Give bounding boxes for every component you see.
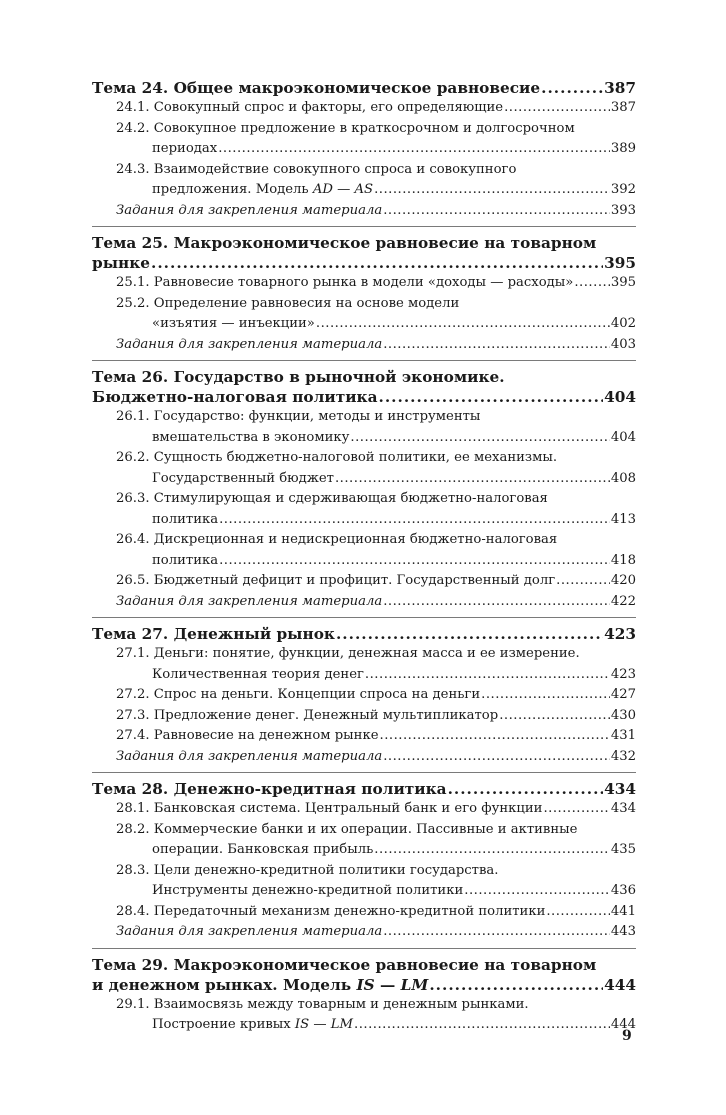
entry-number: 27.3. <box>116 707 150 723</box>
page-ref: 404 <box>610 429 636 445</box>
entry-title: Деньги: понятие, функции, денежная масса и ее измерение. <box>153 646 580 661</box>
tasks-entry[interactable] <box>92 335 636 356</box>
tasks-title: Задания для закрепления материала <box>116 924 383 939</box>
page-ref: 393 <box>610 202 636 218</box>
page-ref: 402 <box>610 316 636 331</box>
leader-dots <box>374 840 610 861</box>
toc-entry-continuation[interactable] <box>92 510 636 531</box>
toc-entry-continuation[interactable] <box>92 665 636 686</box>
toc-entry-continuation[interactable] <box>92 428 636 449</box>
page-ref: 444 <box>604 975 636 994</box>
toc-entry[interactable] <box>92 995 636 1016</box>
topic-title: Тема 29. Макроэкономическое равновесие на товарном <box>92 955 597 974</box>
page-number: 9 <box>622 1028 632 1044</box>
leader-dots <box>354 1015 610 1036</box>
model-variable: AS <box>354 182 374 197</box>
page-ref: 443 <box>610 924 636 939</box>
leader-dots <box>383 747 610 768</box>
entry-title: Взаимосвязь между товарным и денежным рынками. <box>153 996 529 1012</box>
page-ref: 441 <box>610 903 636 919</box>
tasks-title: Задания для закрепления материала <box>116 336 383 352</box>
toc-entry[interactable] <box>92 160 636 181</box>
topic-title: рынке <box>92 254 151 272</box>
page-ref: 413 <box>610 511 636 527</box>
toc-entry[interactable] <box>92 489 636 510</box>
toc-topic <box>92 78 636 221</box>
tasks-title: Задания для закрепления материала <box>116 202 383 218</box>
toc-entry[interactable] <box>92 861 636 882</box>
page-ref: 436 <box>610 883 636 898</box>
entry-number: 24.2. <box>116 120 150 136</box>
entry-title: Равновесие на денежном рынке <box>153 728 379 743</box>
leader-dots <box>380 726 610 747</box>
topic-heading-continuation[interactable] <box>92 253 636 273</box>
topic-title: Тема 25. Макроэкономическое равновесие на товарном <box>92 234 597 252</box>
toc-entry[interactable] <box>92 98 636 119</box>
leader-dots <box>350 428 609 449</box>
model-variable: IS <box>294 1017 310 1032</box>
entry-title: «изъятия — инъекции» <box>152 316 315 331</box>
entry-title: Бюджетный дефицит и профицит. Государственный долг <box>153 573 556 588</box>
leader-dots <box>335 469 610 490</box>
page-ref: 395 <box>610 275 636 290</box>
tasks-entry[interactable] <box>92 592 636 613</box>
entry-title: политика <box>152 511 219 527</box>
leader-dots <box>556 571 610 592</box>
model-variable: AD <box>312 182 333 197</box>
toc-entry[interactable] <box>92 571 636 592</box>
page-ref: 434 <box>610 801 636 816</box>
leader-dots <box>383 201 610 222</box>
entry-number: 28.3. <box>116 862 150 878</box>
topic-heading[interactable] <box>92 624 636 644</box>
toc-entry-continuation[interactable] <box>92 139 636 160</box>
page-ref: 422 <box>610 593 636 609</box>
toc-topic <box>92 948 636 1036</box>
entry-number: 28.2. <box>116 821 150 837</box>
toc-entry-continuation[interactable] <box>92 469 636 490</box>
toc-entry[interactable] <box>92 294 636 315</box>
leader-dots <box>541 78 603 98</box>
entry-title: Спрос на деньги. Концепции спроса на деньги <box>153 687 481 702</box>
leader-dots <box>219 551 610 572</box>
topic-heading[interactable] <box>92 367 636 387</box>
page-ref: 420 <box>610 573 636 588</box>
toc-topic <box>92 772 636 943</box>
leader-dots <box>383 335 610 356</box>
topic-title: Тема 26. Государство в рыночной экономике. <box>92 368 505 386</box>
leader-dots <box>546 902 609 923</box>
entry-number: 29.1. <box>116 996 150 1012</box>
entry-number: 26.2. <box>116 450 150 465</box>
leader-dots <box>383 922 610 943</box>
toc-entry[interactable] <box>92 726 636 747</box>
page-ref: 423 <box>604 625 636 643</box>
toc-entry[interactable] <box>92 530 636 551</box>
model-variable: IS <box>356 975 375 994</box>
page-ref: 431 <box>610 728 636 743</box>
toc-entry-continuation[interactable] <box>92 840 636 861</box>
entry-title: Коммерческие банки и их операции. Пассивные и активные <box>153 821 578 837</box>
page-ref: 389 <box>610 141 636 156</box>
page-ref: 387 <box>604 79 636 97</box>
entry-number: 25.2. <box>116 295 150 311</box>
entry-title: политика <box>152 552 219 568</box>
tasks-title: Задания для закрепления материала <box>116 748 383 764</box>
leader-dots <box>481 685 610 706</box>
topic-title: и денежном рынках. Модель IS — LM <box>92 975 429 994</box>
toc-entry[interactable] <box>92 407 636 428</box>
entry-title: Определение равновесия на основе модели <box>153 295 460 311</box>
entry-title: вмешательства в экономику <box>152 429 350 445</box>
leader-dots <box>429 975 603 995</box>
entry-title: Передаточный механизм денежно-кредитной политики <box>153 903 546 919</box>
topic-title: Тема 27. Денежный рынок <box>92 625 335 643</box>
toc-entry[interactable] <box>92 119 636 140</box>
entry-number: 24.3. <box>116 161 150 177</box>
entry-title: Совокупное предложение в краткосрочном и долгосрочном <box>153 120 575 136</box>
leader-dots <box>151 253 603 273</box>
entry-title: Банковская система. Центральный банк и его функции <box>153 801 543 816</box>
entry-title: Государство: функции, методы и инструменты <box>153 409 481 424</box>
leader-dots <box>504 98 610 119</box>
entry-title: операции. Банковская прибыль <box>152 842 374 857</box>
entry-title: Дискреционная и недискреционная бюджетно-налоговая <box>153 532 558 547</box>
page-ref: 444 <box>610 1017 636 1032</box>
model-variable: LM <box>400 975 429 994</box>
page-ref: 432 <box>610 748 636 764</box>
toc-entry-continuation[interactable] <box>92 881 636 902</box>
entry-title: Инструменты денежно-кредитной политики <box>152 883 464 898</box>
leader-dots <box>383 592 610 613</box>
leader-dots <box>336 624 603 644</box>
topic-heading-continuation[interactable] <box>92 975 636 995</box>
page-ref: 434 <box>604 780 636 798</box>
toc-entry-continuation[interactable] <box>92 1015 636 1036</box>
leader-dots <box>464 881 610 902</box>
tasks-title: Задания для закрепления материала <box>116 593 383 609</box>
leader-dots <box>316 314 610 335</box>
entry-title: Количественная теория денег <box>152 666 364 682</box>
toc-entry-continuation[interactable] <box>92 314 636 335</box>
page-ref: 423 <box>610 666 636 682</box>
entry-number: 27.1. <box>116 646 150 661</box>
topic-heading[interactable] <box>92 779 636 799</box>
topic-heading[interactable] <box>92 78 636 98</box>
toc-entry[interactable] <box>92 685 636 706</box>
tasks-entry[interactable] <box>92 747 636 768</box>
page-ref: 404 <box>604 388 636 406</box>
leader-dots <box>448 779 603 799</box>
leader-dots <box>374 180 610 201</box>
toc-topic <box>92 360 636 612</box>
entry-number: 28.4. <box>116 903 150 919</box>
entry-number: 26.5. <box>116 573 150 588</box>
entry-title: Цели денежно-кредитной политики государства. <box>153 862 499 878</box>
entry-title: периодах <box>152 141 218 156</box>
entry-number: 28.1. <box>116 801 150 816</box>
entry-title: Государственный бюджет <box>152 470 334 486</box>
toc-entry[interactable] <box>92 706 636 727</box>
page-ref: 427 <box>610 687 636 702</box>
entry-title: Стимулирующая и сдерживающая бюджетно-налоговая <box>153 491 548 506</box>
entry-title: Равновесие товарного рынка в модели «доходы — расходы» <box>153 275 574 290</box>
leader-dots <box>379 387 604 407</box>
entry-number: 24.1. <box>116 100 150 115</box>
topic-heading[interactable] <box>92 955 636 975</box>
topic-heading-continuation[interactable] <box>92 387 636 407</box>
topic-title: Тема 28. Денежно-кредитная политика <box>92 780 447 798</box>
page-ref: 430 <box>610 707 636 723</box>
leader-dots <box>499 706 610 727</box>
model-variable: LM <box>330 1017 353 1032</box>
toc-entry[interactable] <box>92 273 636 294</box>
page-ref: 392 <box>610 182 636 197</box>
entry-title: Взаимодействие совокупного спроса и совокупного <box>153 161 517 177</box>
topic-title: Бюджетно-налоговая политика <box>92 388 378 406</box>
page-ref: 387 <box>610 100 636 115</box>
tasks-entry[interactable] <box>92 201 636 222</box>
entry-title: Предложение денег. Денежный мультипликатор <box>153 707 499 723</box>
entry-title: предложения. Модель AD — AS <box>152 182 374 197</box>
page-ref: 418 <box>610 552 636 568</box>
entry-number: 27.4. <box>116 728 150 743</box>
leader-dots <box>543 799 609 820</box>
tasks-entry[interactable] <box>92 922 636 943</box>
entry-number: 26.1. <box>116 409 150 424</box>
page-ref: 408 <box>610 470 636 486</box>
toc-entry-continuation[interactable] <box>92 551 636 572</box>
entry-title: Сущность бюджетно-налоговой политики, ее механизмы. <box>153 450 558 465</box>
entry-title: Совокупный спрос и факторы, его определяющие <box>153 100 504 115</box>
page-ref: 403 <box>610 336 636 352</box>
entry-number: 26.3. <box>116 491 150 506</box>
leader-dots <box>365 665 610 686</box>
table-of-contents <box>92 78 636 1041</box>
toc-entry[interactable] <box>92 644 636 665</box>
page-ref: 395 <box>604 254 636 272</box>
entry-number: 25.1. <box>116 275 150 290</box>
toc-entry[interactable] <box>92 902 636 923</box>
toc-entry[interactable] <box>92 820 636 841</box>
toc-entry-continuation[interactable] <box>92 180 636 201</box>
toc-topic <box>92 617 636 767</box>
entry-number: 26.4. <box>116 532 150 547</box>
topic-heading[interactable] <box>92 233 636 253</box>
topic-title: Тема 24. Общее макроэкономическое равновесие <box>92 79 541 97</box>
entry-title: Построение кривых IS — LM <box>152 1017 353 1032</box>
leader-dots <box>218 139 610 160</box>
entry-number: 27.2. <box>116 687 150 702</box>
toc-entry[interactable] <box>92 799 636 820</box>
leader-dots <box>219 510 610 531</box>
page-ref: 435 <box>610 842 636 857</box>
leader-dots <box>574 273 609 294</box>
toc-topic <box>92 226 636 355</box>
toc-entry[interactable] <box>92 448 636 469</box>
